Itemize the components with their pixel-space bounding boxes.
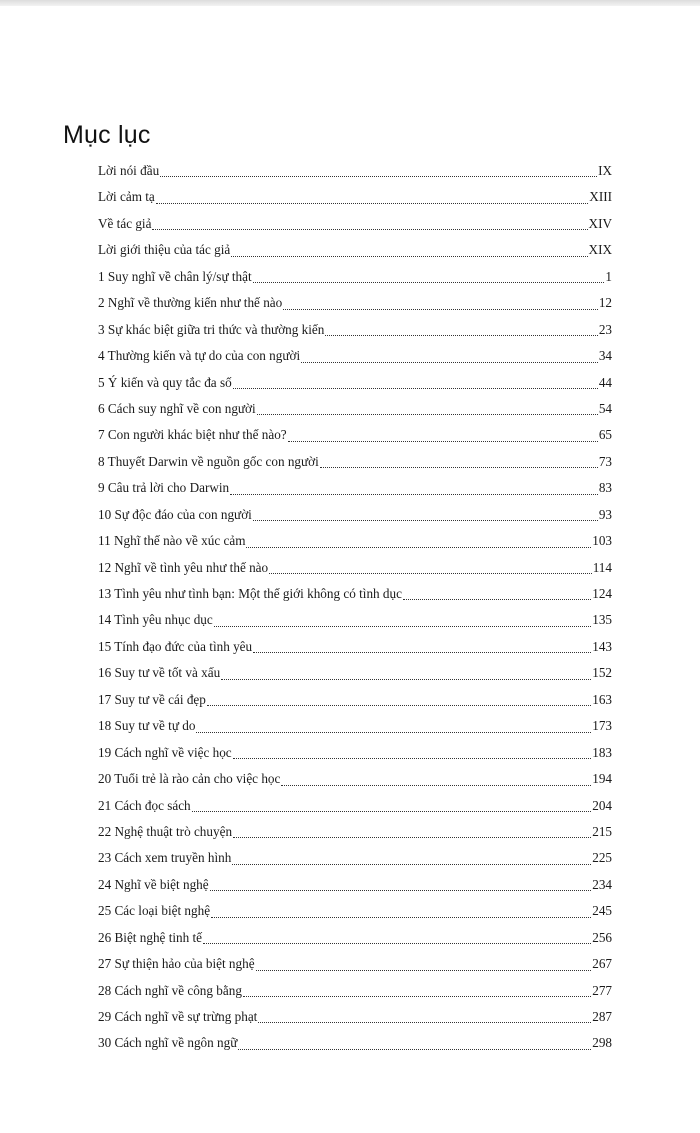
toc-entry: [98, 793, 612, 819]
toc-entry-page-number: IX: [598, 163, 612, 178]
toc-entry-page-number: 256: [592, 929, 612, 945]
toc-entry-page-number: XIV: [588, 215, 612, 231]
toc-entry-label: 25 Các loại biệt nghệ: [98, 903, 211, 919]
toc-entry-page-number: 12: [598, 295, 612, 311]
toc-entry: [98, 581, 612, 607]
toc-entry-label: 18 Suy tư về tự do: [98, 718, 196, 734]
page-top-edge: [0, 0, 700, 6]
toc-entry-label: 3 Sự khác biệt giữa tri thức và thường kiến: [98, 321, 325, 337]
toc-dot-leader: [257, 414, 598, 415]
toc-entry-label: 10 Sự độc đáo của con người: [98, 506, 252, 522]
toc-entry-page-number: 143: [592, 638, 612, 654]
toc-dot-leader: [246, 547, 591, 548]
toc-entry: [98, 158, 612, 184]
toc-entry-label: 27 Sự thiện hảo của biệt nghệ: [98, 956, 255, 972]
toc-entry-page-number: 23: [598, 321, 612, 337]
toc-entry-page-number: 83: [598, 480, 612, 496]
toc-dot-leader: [269, 573, 592, 574]
toc-dot-leader: [403, 599, 591, 600]
toc-entry-page-number: 135: [592, 612, 612, 628]
toc-dot-leader: [203, 943, 591, 944]
toc-entry-page-number: 114: [592, 559, 612, 575]
toc-dot-leader: [230, 494, 598, 495]
toc-entry: [98, 290, 612, 316]
toc-entry: [98, 502, 612, 528]
toc-entry: [98, 528, 612, 554]
toc-entry-label: 17 Suy tư về cái đẹp: [98, 691, 206, 707]
toc-dot-leader: [160, 176, 597, 177]
toc-entry-page-number: 103: [592, 533, 612, 549]
toc-entry-label: 8 Thuyết Darwin về nguồn gốc con người: [98, 453, 319, 469]
toc-entry-page-number: 215: [592, 823, 612, 839]
toc-entry-page-number: 287: [592, 1009, 612, 1024]
toc-entry-label: 12 Nghĩ về tình yêu như thế nào: [98, 559, 269, 575]
toc-entry-page-number: 245: [592, 903, 612, 919]
toc-entry-page-number: 54: [598, 400, 612, 416]
toc-dot-leader: [233, 388, 598, 389]
toc-dot-leader: [231, 256, 587, 257]
toc-entry-label: 6 Cách suy nghĩ về con người: [98, 400, 256, 416]
toc-entry: [98, 607, 612, 633]
toc-entry-page-number: 34: [598, 348, 612, 364]
toc-entry-label: 24 Nghĩ về biệt nghệ: [98, 876, 209, 892]
toc-entry-page-number: 267: [592, 956, 612, 972]
toc-dot-leader: [221, 679, 591, 680]
toc-entry: [98, 925, 612, 951]
toc-dot-leader: [288, 441, 598, 442]
toc-entry: [98, 634, 612, 660]
toc-dot-leader: [253, 652, 591, 653]
toc-entry-page-number: 277: [592, 982, 612, 998]
toc-entry: [98, 819, 612, 845]
toc-entry-page-number: 93: [598, 506, 612, 522]
toc-entry-label: 22 Nghệ thuật trò chuyện: [98, 823, 233, 839]
toc-entry-label: 26 Biệt nghệ tinh tế: [98, 929, 203, 945]
toc-entry-label: Lời cảm tạ: [98, 189, 155, 205]
toc-entry-label: 19 Cách nghĩ về việc học: [98, 744, 232, 760]
toc-dot-leader: [256, 970, 592, 971]
toc-dot-leader: [207, 705, 591, 706]
toc-entry: [98, 422, 612, 448]
toc-dot-leader: [156, 203, 589, 204]
toc-dot-leader: [301, 362, 598, 363]
toc-entry-page-number: 65: [598, 427, 612, 443]
toc-entry-page-number: 173: [592, 718, 612, 734]
toc-entry-label: 14 Tình yêu nhục dục: [98, 612, 213, 628]
toc-entry: [98, 872, 612, 898]
toc-entry-page-number: XIII: [589, 189, 612, 205]
toc-entry-label: Lời nói đầu: [98, 163, 160, 178]
toc-entry-label: 23 Cách xem truyền hình: [98, 850, 232, 866]
toc-entry-page-number: XIX: [588, 242, 612, 258]
toc-entry: [98, 766, 612, 792]
toc-dot-leader: [152, 229, 587, 230]
toc-entry: [98, 237, 612, 263]
toc-entry: [98, 713, 612, 739]
toc-entry: [98, 1030, 612, 1056]
toc-dot-leader: [325, 335, 597, 336]
table-of-contents: [98, 158, 612, 1057]
toc-entry: [98, 343, 612, 369]
toc-entry: [98, 845, 612, 871]
toc-dot-leader: [320, 467, 598, 468]
toc-entry: [98, 951, 612, 977]
toc-entry: [98, 184, 612, 210]
toc-entry-label: 2 Nghĩ về thường kiến như thế nào: [98, 295, 283, 311]
toc-entry: [98, 396, 612, 422]
toc-dot-leader: [283, 309, 598, 310]
toc-entry-label: 15 Tính đạo đức của tình yêu: [98, 638, 253, 654]
toc-entry: [98, 264, 612, 290]
toc-entry-page-number: 183: [592, 744, 612, 760]
toc-entry: [98, 317, 612, 343]
toc-dot-leader: [253, 520, 598, 521]
toc-entry-page-number: 163: [592, 691, 612, 707]
toc-dot-leader: [281, 785, 591, 786]
toc-entry-page-number: 73: [598, 453, 612, 469]
toc-entry-label: 7 Con người khác biệt như thế nào?: [98, 427, 287, 443]
toc-dot-leader: [253, 282, 605, 283]
toc-entry-label: 9 Câu trả lời cho Darwin: [98, 480, 230, 496]
page-title: Mục lục: [63, 121, 151, 149]
toc-entry: [98, 660, 612, 686]
toc-entry: [98, 978, 612, 1004]
toc-entry: [98, 740, 612, 766]
toc-entry-label: 30 Cách nghĩ về ngôn ngữ: [98, 1035, 238, 1051]
toc-entry: [98, 1004, 612, 1030]
toc-entry: [98, 211, 612, 237]
toc-entry-page-number: 298: [592, 1035, 612, 1051]
toc-entry: [98, 449, 612, 475]
toc-entry: [98, 898, 612, 924]
toc-entry-label: 13 Tình yêu như tình bạn: Một thế giới không có tình dục: [98, 586, 402, 601]
toc-entry-label: 28 Cách nghĩ về công bằng: [98, 982, 242, 998]
toc-dot-leader: [233, 758, 592, 759]
toc-entry: [98, 475, 612, 501]
toc-dot-leader: [258, 1022, 591, 1023]
toc-entry-label: 16 Suy tư về tốt và xấu: [98, 665, 221, 681]
toc-entry-page-number: 1: [605, 268, 612, 284]
toc-dot-leader: [243, 996, 591, 997]
toc-entry-page-number: 234: [592, 876, 612, 892]
toc-dot-leader: [232, 864, 591, 865]
toc-entry-page-number: 152: [592, 665, 612, 681]
toc-entry-label: 1 Suy nghĩ về chân lý/sự thật: [98, 268, 252, 284]
toc-entry: [98, 555, 612, 581]
toc-entry-label: 20 Tuổi trẻ là rào cản cho việc học: [98, 771, 281, 787]
toc-entry-label: Lời giới thiệu của tác giả: [98, 242, 231, 258]
toc-entry-page-number: 44: [598, 374, 612, 390]
toc-entry-label: 11 Nghĩ thế nào về xúc cảm: [98, 533, 246, 549]
toc-dot-leader: [192, 811, 592, 812]
toc-entry-label: 4 Thường kiến và tự do của con người: [98, 348, 301, 364]
toc-dot-leader: [196, 732, 591, 733]
toc-entry: [98, 687, 612, 713]
toc-entry: [98, 370, 612, 396]
toc-entry-page-number: 124: [592, 586, 612, 601]
toc-dot-leader: [238, 1049, 591, 1050]
toc-entry-label: 5 Ý kiến và quy tắc đa số: [98, 374, 232, 390]
toc-entry-label: 21 Cách đọc sách: [98, 797, 191, 813]
toc-dot-leader: [233, 837, 591, 838]
toc-entry-label: Về tác giả: [98, 215, 152, 231]
toc-entry-page-number: 194: [592, 771, 612, 787]
toc-dot-leader: [210, 890, 592, 891]
toc-entry-page-number: 225: [592, 850, 612, 866]
toc-dot-leader: [214, 626, 591, 627]
toc-entry-page-number: 204: [592, 797, 612, 813]
toc-entry-label: 29 Cách nghĩ về sự trừng phạt: [98, 1009, 258, 1024]
toc-dot-leader: [211, 917, 591, 918]
